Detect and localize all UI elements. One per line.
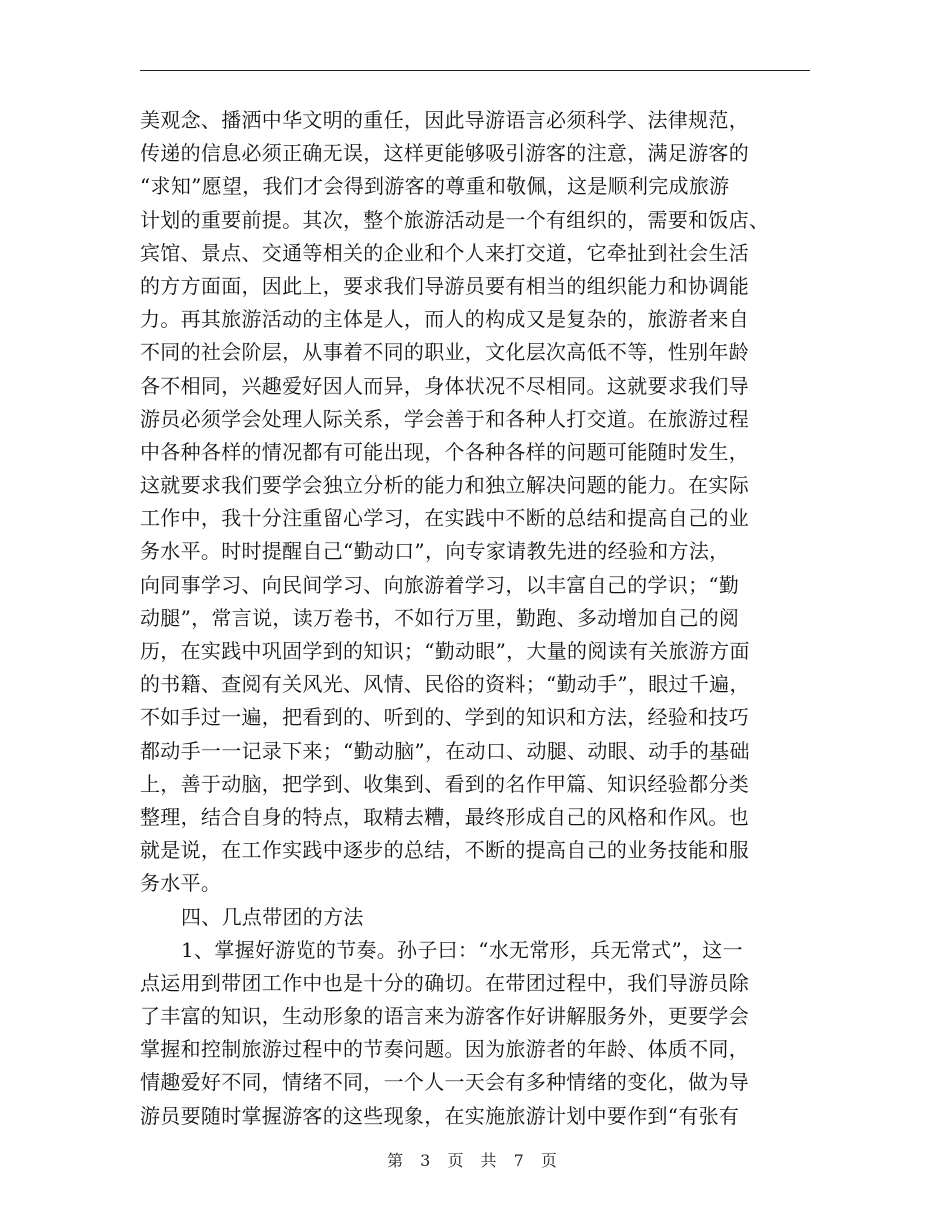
text-line: 美观念、播洒中华文明的重任，因此导游语言必须科学、法律规范， <box>140 108 749 132</box>
text-line: 务水平。时时提醒自己“勤动口”，向专家请教先进的经验和方法， <box>140 539 730 564</box>
text-line: 向同事学习、向民间学习、向旅游着学习，以丰富自己的学识；“勤 <box>140 572 740 597</box>
body-text <box>140 104 810 1133</box>
text-line: 都动手一一记录下来；“勤动脑”，在动口、动腿、动眼、动手的基础 <box>140 738 750 763</box>
text-line: 历，在实践中巩固学到的知识；“勤动眼”，大量的阅读有关旅游方面 <box>140 639 750 663</box>
text-line: 上，善于动脑，把学到、收集到、看到的名作甲篇、知识经验都分类 <box>140 771 749 796</box>
text-line: 务水平。 <box>140 871 222 896</box>
text-line: 宾馆、景点、交通等相关的企业和个人来打交道，它牵扯到社会生活 <box>140 240 749 265</box>
section-heading: 四、几点带团的方法 <box>181 904 364 929</box>
text-line: 中各种各样的情况都有可能出现，个各种各样的问题可能随时发生， <box>140 439 749 464</box>
text-line: 计划的重要前提。其次，整个旅游活动是一个有组织的，需要和饭店、 <box>140 207 770 232</box>
page-footer: 第 3 页 共 7 页 <box>387 1151 563 1170</box>
text-line: 不如手过一遍，把看到的、听到的、学到的知识和方法，经验和技巧 <box>140 705 749 730</box>
text-line: 这就要求我们要学会独立分析的能力和独立解决问题的能力。在实际 <box>140 473 749 498</box>
text-line: 力。再其旅游活动的主体是人，而人的构成又是复杂的，旅游者来自 <box>140 307 749 332</box>
text-line: 点运用到带团工作中也是十分的确切。在带团过程中，我们导游员除 <box>140 970 749 995</box>
text-line: 的方方面面，因此上，要求我们导游员要有相当的组织能力和协调能 <box>140 273 749 298</box>
text-line: 整理，结合自身的特点，取精去糟，最终形成自己的风格和作风。也 <box>140 804 749 829</box>
text-line: 传递的信息必须正确无误，这样更能够吸引游客的注意，满足游客的 <box>140 141 749 166</box>
text-line: 1、掌握好游览的节奏。孙子曰：“水无常形，兵无常式”，这一 <box>181 937 743 962</box>
text-line: 动腿”，常言说，读万卷书，不如行万里，勤跑、多动增加自己的阅 <box>140 605 740 630</box>
text-line: 各不相同，兴趣爱好因人而异，身体状况不尽相同。这就要求我们导 <box>140 373 749 398</box>
text-line: 游员必须学会处理人际关系，学会善于和各种人打交道。在旅游过程 <box>140 406 749 431</box>
text-line: 了丰富的知识，生动形象的语言来为游客作好讲解服务外，更要学会 <box>140 1004 749 1029</box>
text-line: 的书籍、查阅有关风光、风情、民俗的资料；“勤动手”，眼过千遍， <box>140 672 750 697</box>
header-rule <box>140 70 810 71</box>
text-line: 掌握和控制旅游过程中的节奏问题。因为旅游者的年龄、体质不同， <box>140 1037 749 1062</box>
text-line: 工作中，我十分注重留心学习，在实践中不断的总结和提高自己的业 <box>140 506 749 531</box>
text-line: 情趣爱好不同，情绪不同，一个人一天会有多种情绪的变化，做为导 <box>140 1070 749 1095</box>
text-line: 游员要随时掌握游客的这些现象，在实施旅游计划中要作到“有张有 <box>140 1103 740 1128</box>
text-line: 不同的社会阶层，从事着不同的职业，文化层次高低不等，性别年龄 <box>140 340 749 365</box>
text-line: “求知”愿望，我们才会得到游客的尊重和敬佩，这是顺利完成旅游 <box>140 174 730 199</box>
text-line: 就是说，在工作实践中逐步的总结，不断的提高自己的业务技能和服 <box>140 838 749 863</box>
